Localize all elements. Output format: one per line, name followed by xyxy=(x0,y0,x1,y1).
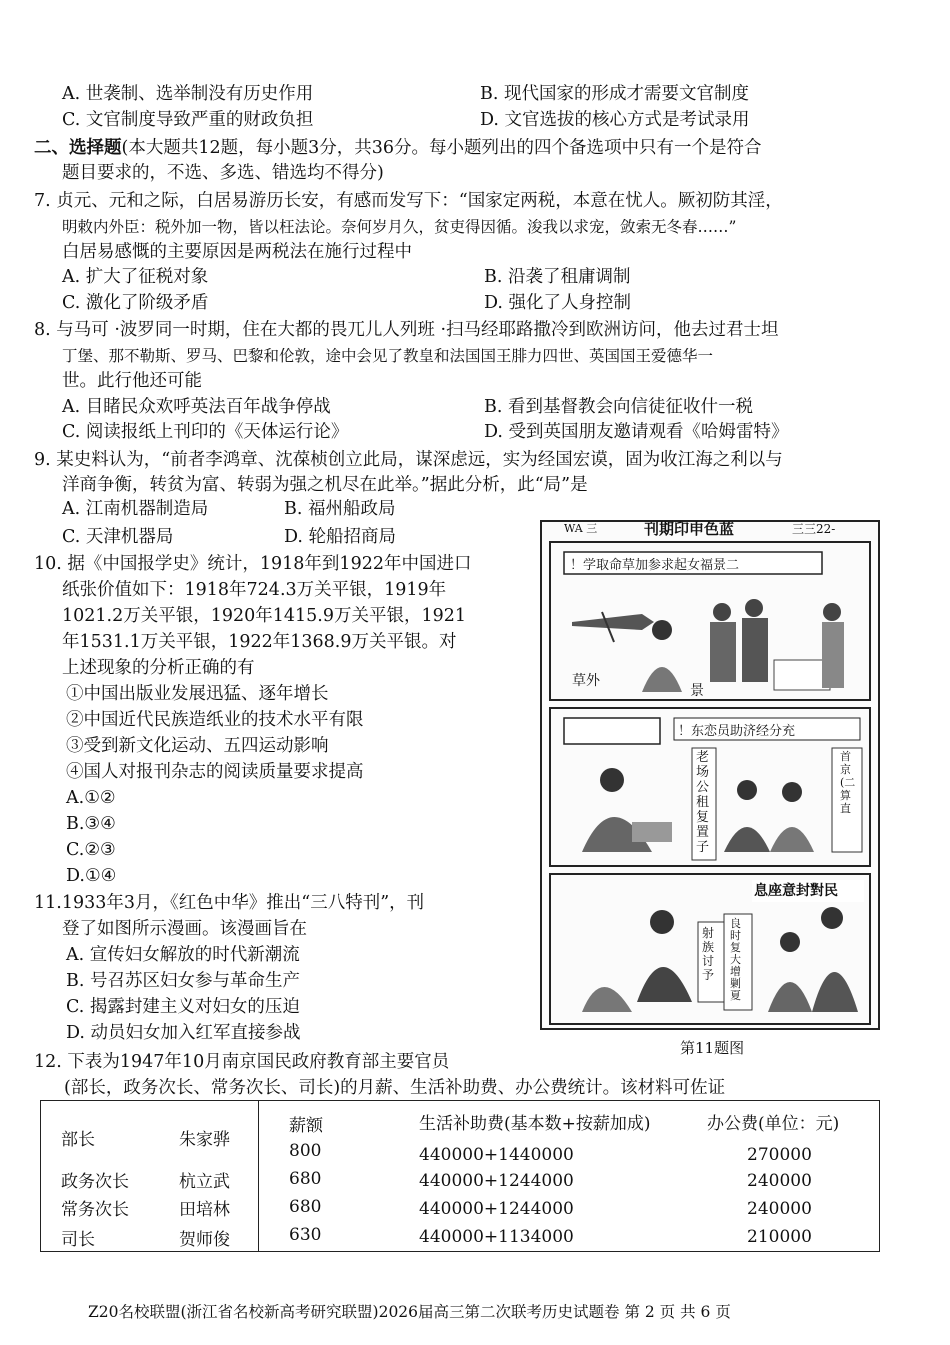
q10-item-4: ④国人对报刊杂志的阅读质量要求提高 xyxy=(66,762,364,782)
q10-item-1: ①中国出版业发展迅猛、逐年增长 xyxy=(66,684,329,704)
comic-panel3-sign1: 射族讨予 xyxy=(702,926,715,982)
comic-panel3-sign2: 良时复大增剿夏 xyxy=(730,917,741,1002)
q8-stem-3: 世。此行他还可能 xyxy=(62,371,202,391)
q8-option-d: D. 受到英国朋友邀请观看《哈姆雷特》 xyxy=(484,422,789,442)
q7-option-b: B. 沿袭了租庸调制 xyxy=(484,267,631,287)
table-row-title: 部长 xyxy=(61,1130,95,1150)
q8-stem-2: 丁堡、那不勒斯、罗马、巴黎和伦敦，途中会见了教皇和法国国王腓力四世、英国国王爱德华一 xyxy=(62,347,714,365)
q9-option-b: B. 福州船政局 xyxy=(284,499,396,519)
q6-option-a: A. 世袭制、选举制没有历史作用 xyxy=(62,84,314,104)
q10-option-c: C.②③ xyxy=(66,840,116,860)
q8-option-b: B. 看到基督教会向信徒征收什一税 xyxy=(484,397,753,417)
q7-stem-3: 白居易感慨的主要原因是两税法在施行过程中 xyxy=(62,242,412,262)
table-row-office: 210000 xyxy=(747,1227,812,1247)
comic-panel2-banner: ！东恋员助济经分充 xyxy=(678,724,796,739)
section2-desc1: (本大题共12题，每小题3分，共36分。每小题列出的四个备选项中只有一个是符合 xyxy=(121,138,762,158)
q10-stem-2: 纸张价值如下：1918年724.3万关平银，1919年 xyxy=(62,580,447,600)
table-row-salary: 680 xyxy=(289,1197,322,1217)
table-row-subsidy: 440000+1134000 xyxy=(419,1227,574,1247)
q10-stem-1: 10. 据《中国报学史》统计，1918年到1922年中国进口 xyxy=(34,554,472,574)
comic-header-right: 三三22- xyxy=(792,522,836,536)
q11-stem-1: 11.1933年3月，《红色中华》推出“三八特刊”，刊 xyxy=(34,893,425,913)
q7-option-d: D. 强化了人身控制 xyxy=(484,293,632,313)
comic-panel1-tag-mid: 景 xyxy=(690,683,704,699)
q6-option-c: C. 文官制度导致严重的财政负担 xyxy=(62,110,314,130)
table-row-subsidy: 440000+1244000 xyxy=(419,1171,574,1191)
q11-option-c: C. 揭露封建主义对妇女的压迫 xyxy=(66,997,300,1017)
q7-stem-2: 明敕内外臣：税外加一物，皆以枉法论。奈何岁月久，贫吏得因循。浚我以求宠，敛索无冬春……” xyxy=(62,218,737,236)
table-row-title: 常务次长 xyxy=(61,1200,129,1220)
comic-panel2-side: 首京(二算直 xyxy=(840,750,856,815)
table-header-subsidy: 生活补助费(基本数+按薪加成) xyxy=(419,1114,651,1134)
table-row-subsidy: 440000+1440000 xyxy=(419,1145,574,1165)
table-row-salary: 800 xyxy=(289,1141,322,1161)
comic-panel2-vertical: 老场公租复置子 xyxy=(696,750,710,855)
q10-item-2: ②中国近代民族造纸业的技术水平有限 xyxy=(66,710,364,730)
q7-option-a: A. 扩大了征税对象 xyxy=(62,267,209,287)
q12-stem-1: 12. 下表为1947年10月南京国民政府教育部主要官员 xyxy=(34,1052,450,1072)
q8-stem-1: 8. 与马可 ·波罗同一时期，住在大都的畏兀儿人列班 ·扫马经耶路撒冷到欧洲访问，他去过君士坦 xyxy=(34,320,779,340)
q11-figure-caption: 第11题图 xyxy=(680,1039,745,1057)
q9-option-a: A. 江南机器制造局 xyxy=(62,499,209,519)
comic-header-left: WA 三 xyxy=(564,522,598,535)
comic-header: 刊期印申色蓝 xyxy=(644,520,735,538)
q10-option-b: B.③④ xyxy=(66,814,116,834)
table-row-subsidy: 440000+1244000 xyxy=(419,1199,574,1219)
q6-option-b: B. 现代国家的形成才需要文官制度 xyxy=(480,84,749,104)
table-row-salary: 630 xyxy=(289,1225,322,1245)
q11-option-a: A. 宣传妇女解放的时代新潮流 xyxy=(66,945,300,965)
table-row-name: 朱家骅 xyxy=(179,1130,230,1150)
q10-option-a: A.①② xyxy=(66,788,116,808)
table-row-title: 司长 xyxy=(61,1230,95,1250)
table-header-office: 办公费(单位：元) xyxy=(707,1114,840,1134)
q7-option-c: C. 激化了阶级矛盾 xyxy=(62,293,209,313)
table-divider xyxy=(258,1101,259,1251)
table-row-name: 田培林 xyxy=(179,1200,230,1220)
comic-panel1-banner: ！学取命草加参求起女福景二 xyxy=(570,558,740,573)
q8-option-c: C. 阅读报纸上刊印的《天体运行论》 xyxy=(62,422,349,442)
table-row-name: 杭立武 xyxy=(179,1172,230,1192)
q11-stem-2: 登了如图所示漫画。该漫画旨在 xyxy=(62,919,307,939)
table-row-name: 贺师俊 xyxy=(179,1230,230,1250)
table-row-office: 240000 xyxy=(747,1199,812,1219)
table-row-salary: 680 xyxy=(289,1169,322,1189)
q6-option-d: D. 文官选拔的核心方式是考试录用 xyxy=(480,110,750,130)
q9-stem-2: 洋商争衡，转贫为富、转弱为强之机尽在此举。”据此分析，此“局”是 xyxy=(62,475,588,495)
q9-option-c: C. 天津机器局 xyxy=(62,527,174,547)
section2-line1 xyxy=(34,136,762,160)
q10-stem-5: 上述现象的分析正确的有 xyxy=(62,658,255,678)
q11-option-d: D. 动员妇女加入红军直接参战 xyxy=(66,1023,301,1043)
page-footer: Z20名校联盟(浙江省名校新高考研究联盟)2026届高三第二次联考历史试题卷 第 2 页 共 6 页 xyxy=(88,1303,731,1321)
table-row-title: 政务次长 xyxy=(61,1172,129,1192)
q10-stem-4: 年1531.1万关平银，1922年1368.9万关平银。对 xyxy=(62,632,457,652)
section2-heading: 二、选择题 xyxy=(34,138,122,158)
comic-panel3-banner: 息座意封對民 xyxy=(754,883,838,899)
q12-stem-2: (部长，政务次长、常务次长、司长)的月薪、生活补助费、办公费统计。该材料可佐证 xyxy=(64,1078,726,1098)
q9-option-d: D. 轮船招商局 xyxy=(284,527,397,547)
comic-panel1-tag-left: 草外 xyxy=(572,673,600,689)
q10-stem-3: 1021.2万关平银，1920年1415.9万关平银，1921 xyxy=(62,606,467,626)
q10-option-d: D.①④ xyxy=(66,866,117,886)
q9-stem-1: 9. 某史料认为，“前者李鸿章、沈葆桢创立此局，谋深虑远，实为经国宏谟，固为收江海之利以与 xyxy=(34,450,783,470)
q11-option-b: B. 号召苏区妇女参与革命生产 xyxy=(66,971,300,991)
salary-table xyxy=(40,1100,880,1252)
q7-stem-1: 7. 贞元、元和之际，白居易游历长安，有感而发写下：“国家定两税，本意在忧人。厥初防其淫， xyxy=(34,191,783,211)
table-header-salary: 薪额 xyxy=(289,1116,323,1136)
table-row-office: 270000 xyxy=(747,1145,812,1165)
table-row-office: 240000 xyxy=(747,1171,812,1191)
q11-comic-figure xyxy=(540,520,880,1030)
q10-item-3: ③受到新文化运动、五四运动影响 xyxy=(66,736,329,756)
q8-option-a: A. 目睹民众欢呼英法百年战争停战 xyxy=(62,397,331,417)
section2-desc2: 题目要求的，不选、多选、错选均不得分) xyxy=(62,163,384,183)
